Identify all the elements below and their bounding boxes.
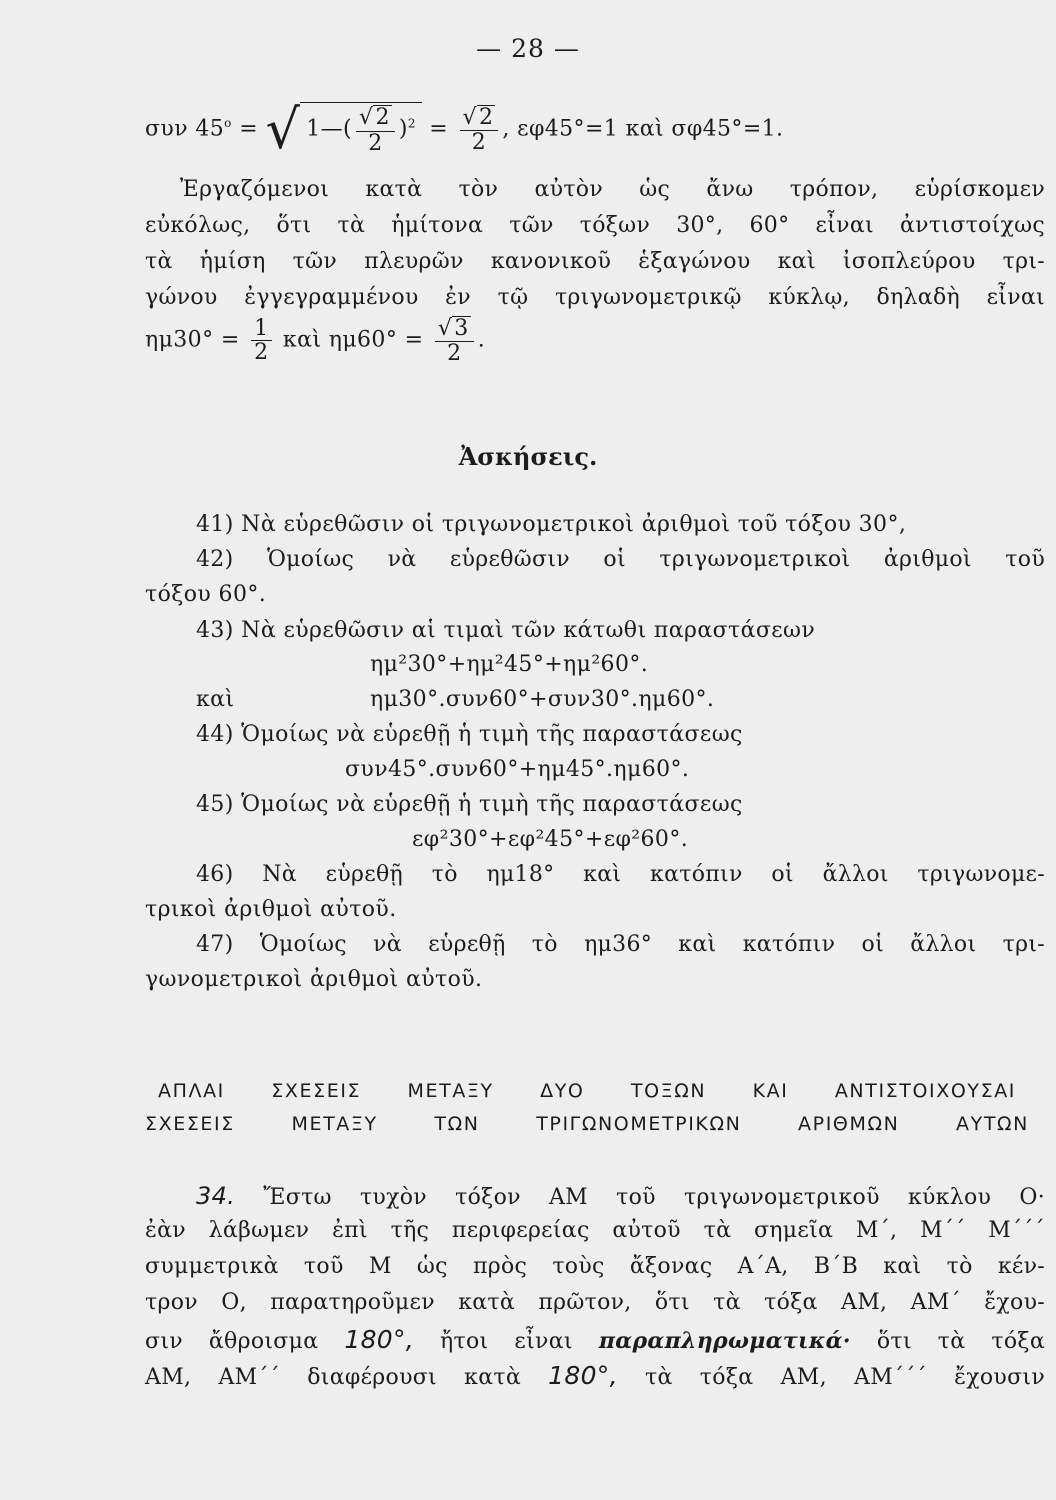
- radicand: [300, 102, 422, 156]
- para1-line2: εὐκόλως, ὅτι τὰ ἡμίτονα τῶν τόξων 30°, 60° εἶναι ἀντιστοίχως: [145, 213, 1045, 238]
- para34-line5-a: σιν ἄθροισμα: [145, 1329, 319, 1354]
- formula-sin30-sin60: [145, 316, 485, 365]
- para34-line5-b: ἤτοι εἶναι: [440, 1329, 573, 1354]
- exercise-42-line1: 42) Ὁμοίως νὰ εὑρεθῶσιν οἱ τριγωνομετρικοὶ ἀριθμοὶ τοῦ: [196, 547, 1045, 572]
- para34-line5: [145, 1325, 1045, 1354]
- angle-180-2: 180°,: [548, 1361, 618, 1390]
- angle-180: 180°,: [344, 1325, 415, 1354]
- degree-sign: ο: [224, 116, 232, 131]
- equals-sign-2: =: [429, 116, 449, 142]
- exercise-43-line1: 43) Νὰ εὑρεθῶσιν αἱ τιμαὶ τῶν κάτωθι παραστάσεων: [196, 618, 816, 643]
- supplementary-term: παραπληρωματικά·: [598, 1328, 851, 1354]
- formula2-lhs: ημ30° =: [145, 327, 240, 353]
- para1-line4: γώνου ἐγγεγραμμένου ἐν τῷ τριγωνομετρικῷ κύκλῳ, δηλαδὴ εἶναι: [145, 285, 1045, 310]
- para34-line1: [196, 1182, 1045, 1210]
- para34-line5-c: ὅτι τὰ τόξα: [876, 1329, 1045, 1354]
- frac-sqrt3-over-2: $\frac{√3}{2}$: [435, 316, 474, 365]
- exercise-43-expr1: ημ²30°+ημ²45°+ημ²60°.: [370, 652, 649, 677]
- exercise-44-line1: 44) Ὁμοίως νὰ εὑρεθῇ ἡ τιμὴ τῆς παραστάσεως: [196, 722, 743, 747]
- para34-line3: συμμετρικὰ τοῦ Μ ὡς πρὸς τοὺς ἄξονας Α΄Α, Β΄Β καὶ τὸ κέν-: [145, 1254, 1045, 1279]
- para34-line6-a: ΑΜ, ΑΜ΄΄ διαφέρουσι κατὰ: [145, 1365, 521, 1390]
- section-heading-line2: ΣΧΕΣΕΙΣ ΜΕΤΑΞΥ ΤΩΝ ΤΡΙΓΩΝΟΜΕΤΡΙΚΩΝ ΑΡΙΘΜΩΝ ΑΥΤΩΝ: [145, 1113, 1029, 1135]
- exercise-43-and: καὶ: [196, 687, 235, 712]
- para34-line4: τρον Ο, παρατηροῦμεν κατὰ πρῶτον, ὅτι τὰ τόξα ΑΜ, ΑΜ΄ ἔχου-: [145, 1290, 1045, 1315]
- exercise-42-line2: τόξου 60°.: [145, 582, 267, 607]
- frac-sqrt2-over-2: $\frac{√2}{2}$: [356, 105, 395, 154]
- exercise-46-line2: τρικοὶ ἀριθμοὶ αὐτοῦ.: [145, 897, 397, 922]
- para34-line1-text: Ἔστω τυχὸν τόξον ΑΜ τοῦ τριγωνομετρικοῦ κύκλου Ο·: [263, 1185, 1045, 1210]
- formula-tail: , εφ45°=1 καὶ σφ45°=1.: [502, 116, 784, 142]
- frac-one-half: $\frac{1}{2}$: [251, 317, 271, 364]
- exercise-47-line2: γωνομετρικοὶ ἀριθμοὶ αὐτοῦ.: [145, 967, 483, 992]
- formula2-mid: καὶ ημ60° =: [282, 327, 424, 353]
- page-number: — 28 —: [476, 34, 580, 63]
- exercise-41: 41) Νὰ εὑρεθῶσιν οἱ τριγωνομετρικοὶ ἀριθμοὶ τοῦ τόξου 30°,: [196, 512, 907, 537]
- formula-lhs: συν 45: [145, 116, 225, 142]
- formula2-end: .: [477, 327, 486, 353]
- equals-sign: =: [239, 116, 259, 142]
- paragraph-number: 34.: [196, 1182, 236, 1210]
- exercise-43-expr2: ημ30°.συν60°+συν30°.ημ60°.: [370, 687, 715, 712]
- para1-line3: τὰ ἡμίση τῶν πλευρῶν κανονικοῦ ἑξαγώνου καὶ ἰσοπλεύρου τρι-: [145, 249, 1045, 274]
- para34-line2: ἐὰν λάβωμεν ἐπὶ τῆς περιφερείας αὐτοῦ τὰ σημεῖα Μ΄, Μ΄΄ Μ΄΄΄: [145, 1218, 1045, 1243]
- exercises-title: Ἀσκήσεις.: [458, 442, 598, 471]
- frac-rhs: $\frac{√2}{2}$: [460, 105, 499, 154]
- para34-line6: [145, 1361, 1045, 1390]
- exercise-46-line1: 46) Νὰ εὑρεθῇ τὸ ημ18° καὶ κατόπιν οἱ ἄλλοι τριγωνομε-: [196, 862, 1045, 887]
- exercise-45-expr: εφ²30°+εφ²45°+εφ²60°.: [412, 827, 689, 852]
- close-paren: ): [398, 117, 408, 142]
- exercise-44-expr: συν45°.συν60°+ημ45°.ημ60°.: [345, 757, 690, 782]
- square-exponent: 2: [407, 116, 416, 131]
- para34-line6-b: τὰ τόξα ΑΜ, ΑΜ΄΄΄ ἔχουσιν: [645, 1365, 1045, 1390]
- formula-cos45: [145, 98, 783, 161]
- section-heading-line1: ΑΠΛΑΙ ΣΧΕΣΕΙΣ ΜΕΤΑΞΥ ΔΥΟ ΤΟΞΩΝ ΚΑΙ ΑΝΤΙΣΤΟΙΧΟΥΣΑΙ: [158, 1080, 1016, 1102]
- radical-sign: √: [265, 98, 301, 161]
- exercise-45-line1: 45) Ὁμοίως νὰ εὑρεθῇ ἡ τιμὴ τῆς παραστάσεως: [196, 792, 743, 817]
- exercise-47-line1: 47) Ὁμοίως νὰ εὑρεθῇ τὸ ημ36° καὶ κατόπιν οἱ ἄλλοι τρι-: [196, 932, 1045, 957]
- para1-line1: Ἐργαζόμενοι κατὰ τὸν αὐτὸν ὡς ἄνω τρόπον, εὑρίσκομεν: [180, 177, 1045, 202]
- one-minus: 1—(: [306, 117, 353, 142]
